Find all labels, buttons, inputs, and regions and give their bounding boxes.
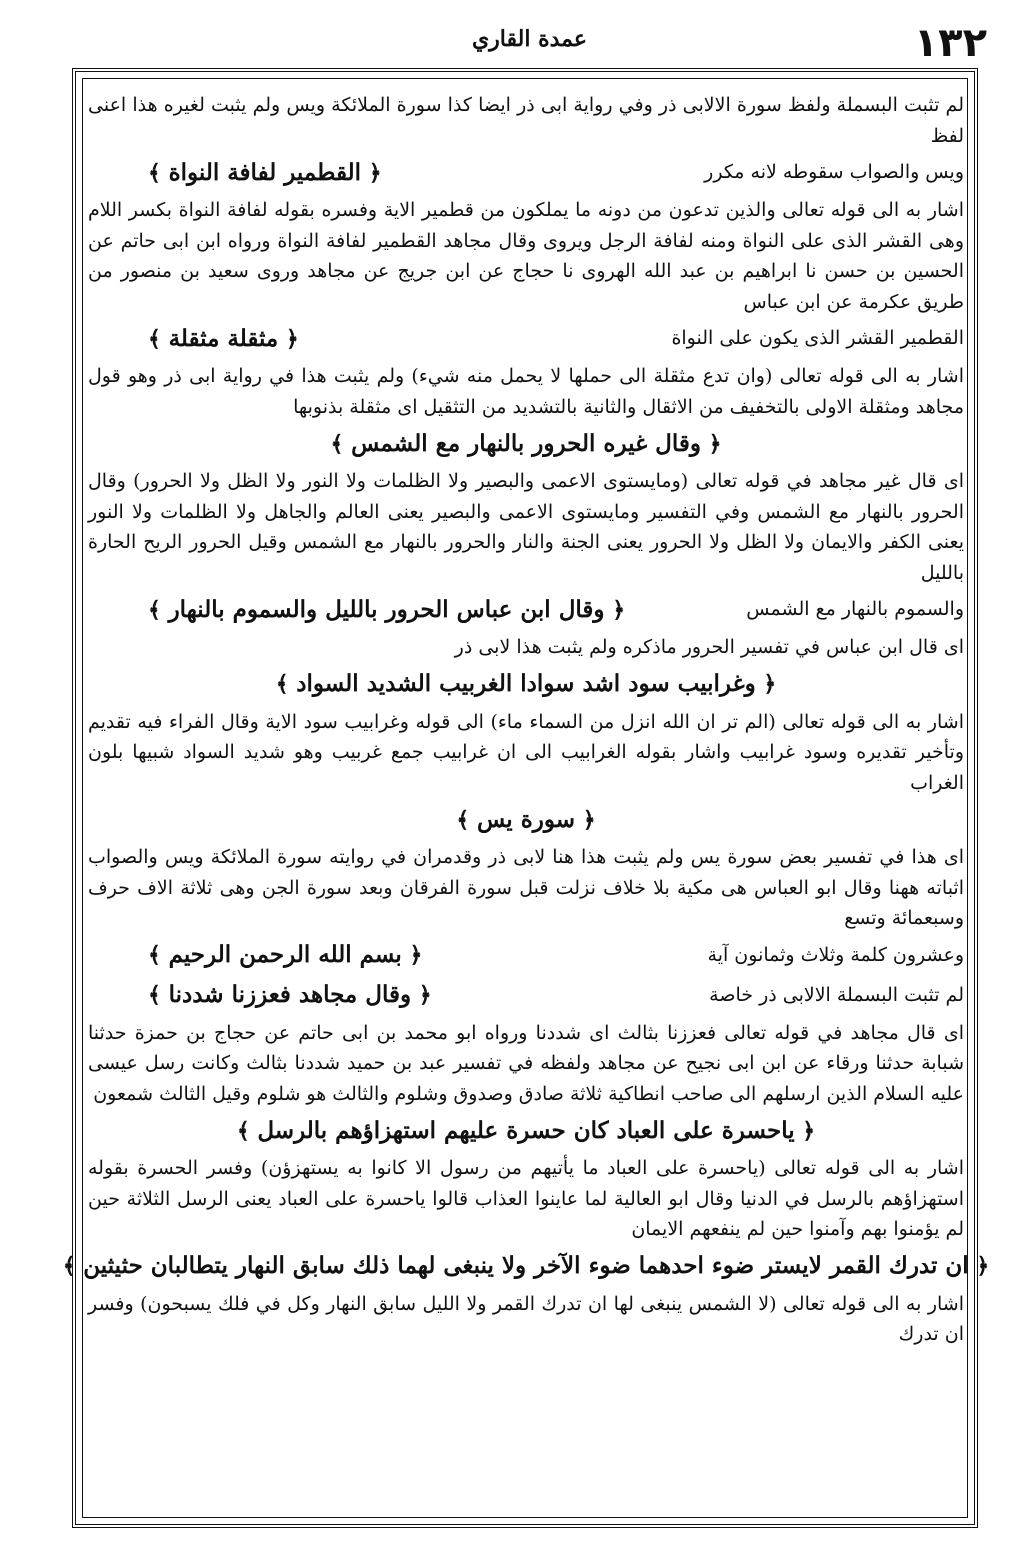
body-paragraph: اشار به الى قوله تعالى (وان تدع مثقلة الى حملها لا يحمل منه شيء) ولم يثبت هذا في رواية ابى ذر وهو قول مجاهد ومثقلة الاولى بالتخفيف من الاثقال والثانية بالتشديد من التثقيل اى مثقلة بذنوبها: [88, 365, 964, 418]
section-heading: [88, 159, 382, 186]
body-paragraph: اى قال غير مجاهد في قوله تعالى (ومايستوى الاعمى والبصير ولا الظلمات ولا النور ولا الظل ولا الحرور) وقال الحرور بالنهار مع الشمس وفي التفسير ومايستوى الاعمى والبصير يعنى العالم والجاهل ولا الظلمات ولا النور يعنى الكفر والايمان ولا الظل ولا الحرور يعنى الجنة والنار والحرور بالنهار مع الشمس وقيل الحرور الريح الحارة بالليل: [88, 470, 964, 584]
section-heading-text: ياحسرة على العباد كان حسرة عليهم استهزاؤهم بالرسل: [257, 1116, 795, 1144]
ornate-bracket-icon: ﴾: [148, 596, 169, 623]
page-number: ١٣٢: [913, 20, 987, 66]
line-end-note: وعشرون كلمة وثلاث وثمانون آية: [707, 943, 964, 966]
ornate-bracket-icon: ﴾: [148, 942, 169, 968]
section-heading-line: [88, 426, 964, 460]
section-heading: [331, 430, 722, 457]
body-paragraph: اى قال مجاهد في قوله تعالى فعززنا بثالث اى شددنا ورواه ابو محمد بن ابى حاتم عن حجاج بن حمزة حدثنا شبابة حدثنا ورقاء عن ابن ابى نجيح عن مجاهد ولفظه في تفسير عبد بن حميد شددنا بثالث وكانت رسل عيسى عليه السلام الذين ارسلهم الى صاحب انطاكية ثلاثة صادق وصدوق وشلوم والثالث هو شلوم وقيل الثالث شمعون: [88, 1021, 964, 1105]
section-heading-text: ان تدرك القمر لايستر ضوء احدهما ضوء الآخر ولا ينبغى لهما ذلك سابق النهار يتطالبان حثيثين: [83, 1252, 969, 1279]
ornate-bracket-icon: ﴾: [236, 1117, 258, 1144]
line-end-note: القطمير القشر الذى يكون على النواة: [671, 327, 964, 349]
section-heading-line: [88, 802, 964, 836]
section-heading: [456, 806, 595, 833]
body-paragraph: اشار به الى قوله تعالى (الم تر ان الله انزل من السماء ماء) الى قوله وغرابيب سود الاية وقال الفراء فيه تقديم وتأخير تقديره وسود غرابيب واشار بقوله الغرابيب الى ان غرابيب جمع غربيب وهو شديد السواد شبيها بلون الغراب: [88, 710, 964, 794]
body-paragraph: اى قال ابن عباس في تفسير الحرور ماذكره ولم يثبت هذا لابى ذر: [454, 636, 964, 658]
line-end-note: لم تثبت البسملة الالابى ذر خاصة: [709, 983, 964, 1006]
section-heading-line: [88, 667, 964, 701]
ornate-bracket-icon: ﴾: [148, 159, 169, 186]
section-heading: [63, 1252, 990, 1279]
section-heading-text: وقال ابن عباس الحرور بالليل والسموم بالنهار: [168, 595, 605, 623]
section-heading-text: وقال غيره الحرور بالنهار مع الشمس: [351, 429, 701, 457]
ornate-bracket-icon: ﴿: [700, 430, 722, 457]
ornate-bracket-icon: ﴾: [62, 1253, 84, 1279]
body-paragraph: اشار به الى قوله تعالى (ياحسرة على العباد ما يأتيهم من رسول الا كانوا به يستهزؤن) وفسر الحسرة بقوله استهزاؤهم بالرسل في الدنيا وقال ابو العالية لما عاينوا العذاب قالوا ياحسرة على العباد يعنى الرسل الثلاثة حين لم يؤمنوا بهم وآمنوا حين لم ينفعهم الايمان: [88, 1157, 964, 1240]
ornate-bracket-icon: ﴿: [278, 325, 299, 352]
ornate-bracket-icon: ﴾: [456, 806, 477, 833]
note-and-heading-line: [88, 592, 964, 626]
ornate-bracket-icon: ﴿: [968, 1253, 990, 1279]
ornate-bracket-icon: ﴿: [411, 982, 432, 1008]
section-heading: [88, 325, 299, 352]
ornate-bracket-icon: ﴾: [330, 430, 352, 457]
section-heading-text: القطمير لفافة النواة: [168, 158, 362, 186]
note-and-heading-line: [88, 978, 964, 1012]
section-heading-text: وقال مجاهد فعززنا شددنا: [168, 981, 412, 1008]
body-paragraph: اشار به الى قوله تعالى (لا الشمس ينبغى لها ان تدرك القمر ولا الليل سابق النهار وكل في فلك يسبحون) وفسر ان تدرك: [88, 1292, 964, 1345]
page-header: [72, 20, 987, 66]
section-heading: [88, 981, 432, 1008]
body-paragraph: اشار به الى قوله تعالى والذين تدعون من دونه ما يملكون من قطمير الاية وفسره بقوله لفافة النواة بكسر اللام وهى القشر الذى على النواة ومنه لفافة الرجل ويروى وقال مجاهد القطمير لفافة النواة ورواه ابن ابى حاتم عن الحسين بن حسن نا ابراهيم بن عبد الله الهروى نا حجاج عن ابن جريج عن مجاهد وروى سعيد بن منصور من طريق عكرمة عن ابن عباس: [88, 199, 964, 313]
line-end-note: والسموم بالنهار مع الشمس: [746, 598, 964, 620]
ornate-bracket-icon: ﴾: [275, 671, 297, 697]
section-heading: [276, 670, 777, 697]
ornate-bracket-icon: ﴿: [794, 1117, 816, 1144]
ornate-bracket-icon: ﴿: [401, 942, 423, 968]
section-heading-line: [88, 1113, 964, 1147]
page-body: [62, 90, 990, 1520]
section-heading-text: بسم الله الرحمن الرحيم: [168, 941, 402, 968]
section-heading-text: وغرابيب سود اشد سوادا الغربيب الشديد السواد: [296, 670, 756, 697]
section-heading-line: [62, 1249, 990, 1283]
section-heading-text: مثقلة مثقلة: [168, 324, 279, 352]
line-end-note: ويس والصواب سقوطه لانه مكرر: [704, 161, 964, 183]
section-heading: [88, 596, 625, 623]
ornate-bracket-icon: ﴿: [575, 806, 596, 833]
note-and-heading-line: [88, 155, 964, 189]
section-heading-text: سورة يس: [476, 805, 576, 833]
ornate-bracket-icon: ﴾: [148, 325, 169, 352]
section-heading: [237, 1117, 815, 1144]
body-paragraph: اى هذا في تفسير بعض سورة يس ولم يثبت هذا هنا لابى ذر وقدمران في روايته سورة الملائكة ويس والصواب اثباته ههنا وقال ابو العباس هى مكية بلا خلاف نزلت قبل سورة الفرقان وبعد سورة الجن وهى ثلاثة الاف حرف وسبعمائة وتسع: [88, 846, 964, 929]
body-paragraph: لم تثبت البسملة ولفظ سورة الالابى ذر وفي رواية ابى ذر ايضا كذا سورة الملائكة ويس ولم يثبت لغيره هذا اعنى لفظ: [88, 94, 964, 147]
ornate-bracket-icon: ﴾: [148, 982, 169, 1008]
ornate-bracket-icon: ﴿: [361, 159, 382, 186]
note-and-heading-line: [88, 938, 964, 972]
running-title: عمدة القاري: [471, 26, 588, 52]
section-heading: [88, 941, 422, 968]
ornate-bracket-icon: ﴿: [604, 596, 626, 623]
note-and-heading-line: [88, 321, 964, 355]
ornate-bracket-icon: ﴿: [755, 671, 777, 697]
